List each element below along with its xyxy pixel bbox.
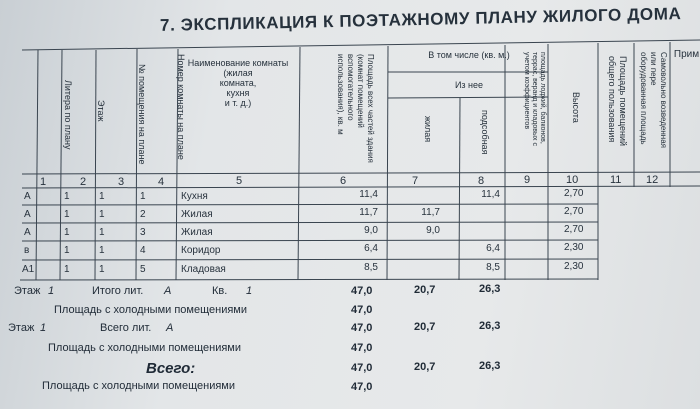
col-number: 5 [236,175,243,187]
cell-pom: 1 [99,245,105,256]
header-vysota: Высота [571,92,581,123]
header-area-all: Площадь всех частей здания (комнат помещений вспомогательного использования), кв. м [336,54,375,163]
col-number: 7 [412,175,419,187]
cell-pom: 1 [99,209,105,220]
cell-room-no: 5 [140,264,146,275]
summary-podsob: 26,3 [479,360,501,372]
summary-kv-value: 1 [246,285,253,297]
header-podsob: подсобная [480,110,490,155]
col-number: 4 [158,176,165,188]
header-obsh: Площадь помещений общего пользования [607,56,628,147]
cell-podsob: 6,4 [486,243,500,254]
cell-room-no: 2 [140,209,146,220]
cell-etazh: 1 [64,264,70,275]
summary-etazh-label: Этаж [14,285,41,297]
header-prim: Прим [673,50,700,60]
cell-etazh: 1 [64,245,70,256]
header-iz-nee: Из нее [454,80,484,90]
summary-area: 47,0 [351,322,373,334]
summary-kv-label: Кв. [212,285,228,297]
cell-room-no: 4 [140,245,146,256]
cell-room-no: 3 [140,227,146,238]
header-etazh: Этаж [96,100,106,122]
summary-vsego-lit-value: А [166,322,174,334]
summary-area: 47,0 [351,362,373,374]
cell-vysota: 2,70 [564,224,584,235]
cell-pom: 1 [99,227,105,238]
cell-area: 9,0 [364,225,378,236]
cell-zhilaya: 11,7 [421,207,440,218]
cell-area: 6,4 [364,243,378,254]
cell-name: Кухня [181,191,208,202]
col-number: 2 [80,176,87,188]
cell-vysota: 2,30 [564,242,584,253]
cell-vysota: 2,70 [564,206,584,217]
summary-cold-value: 47,0 [351,304,373,316]
cell-name: Кладовая [181,264,226,275]
summary-cold-label: Площадь с холодными помещениями [48,342,242,354]
cell-name: Коридор [181,245,221,256]
col-number: 8 [478,175,485,187]
col-number: 3 [118,176,125,188]
cell-area: 8,5 [364,262,378,273]
col-number: 12 [646,174,659,186]
cell-vysota: 2,70 [564,188,584,199]
cell-podsob: 8,5 [486,262,500,273]
summary-zhilaya: 20,7 [414,284,436,296]
col-number: 11 [610,174,622,186]
cell-litera: А [24,191,31,202]
header-zhilaya: жилая [423,116,433,143]
header-v-tom: В том числе (кв. м.) [428,50,510,60]
summary-etazh-value: 1 [48,285,55,297]
col-number: 1 [40,176,47,188]
col-number: 9 [524,174,531,186]
summary-cold-value: 47,0 [351,381,373,393]
summary-etazh-value: 1 [40,322,47,334]
header-samov: Самовольно возведенная или пере оборудованная площадь [639,52,668,148]
col-number: 6 [340,175,347,187]
header-pom: № помещения на плане [137,64,147,165]
cell-litera: А [24,209,31,220]
summary-cold-value: 47,0 [351,342,373,354]
cell-litera: А [24,227,31,238]
summary-vsego-lit-label: Всего лит. [100,322,152,334]
cell-name: Жилая [181,209,213,220]
cell-etazh: 1 [64,227,70,238]
header-litera: Литера по плану [63,80,73,150]
cell-area: 11,4 [359,189,378,200]
cell-podsob: 11,4 [481,189,500,200]
summary-zhilaya: 20,7 [414,361,436,373]
cell-pom: 1 [99,264,105,275]
header-naim: Наименование комнаты (жилая комната, кухня и т. д.) [187,58,289,108]
cell-name: Жилая [181,227,213,238]
page-title: 7. ЭКСПЛИКАЦИЯ К ПОЭТАЖНОМУ ПЛАНУ ЖИЛОГО ДОМА [159,4,682,35]
col-number: 10 [566,174,579,186]
cell-etazh: 1 [64,191,70,202]
header-balkon: площадь лоджий, балконов, террас, веранд и кладовых с учетом коэффициентов [523,52,546,146]
cell-vysota: 2,30 [564,261,584,272]
summary-vsego-label: Всего: [146,360,196,377]
summary-zhilaya: 20,7 [414,321,436,333]
cell-litera: А1 [22,264,35,275]
summary-cold-label: Площадь с холодными помещениями [42,380,236,392]
cell-pom: 1 [99,191,105,202]
cell-litera: в [24,245,30,256]
cell-room-no: 1 [140,191,146,202]
summary-itogo-label: Итого лит. [92,285,144,297]
cell-area: 11,7 [359,207,378,218]
summary-podsob: 26,3 [479,283,501,295]
summary-itogo-value: А [164,285,172,297]
summary-cold-label: Площадь с холодными помещениями [54,304,248,316]
summary-area: 47,0 [351,285,373,297]
header-room-no: Номер комнаты на плане [176,54,186,160]
cell-etazh: 1 [64,209,70,220]
summary-podsob: 26,3 [479,320,501,332]
cell-zhilaya: 9,0 [426,225,440,236]
summary-etazh-label: Этаж [8,322,35,334]
